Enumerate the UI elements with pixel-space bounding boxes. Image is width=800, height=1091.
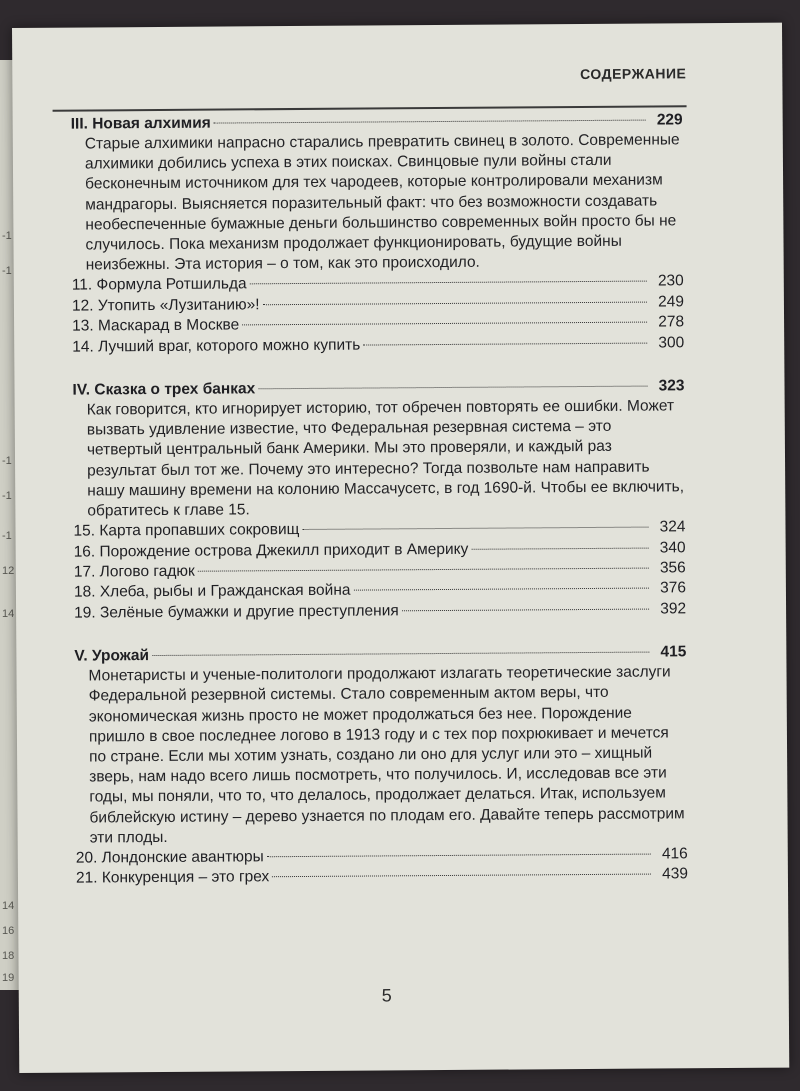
dot-leader — [471, 547, 648, 549]
dot-leader — [258, 386, 647, 390]
part-description: Старые алхимики напрасно старались превратить свинец в золото. Современные алхимики добились успеха в этих поисках. Свинцовые пули войны стали бесконечным источником для тех чародеев, которые контролировали механизм мандрагоры. Выясняется поразительный факт: что без возможности создавать необеспеченные бумажные деньги большинство современных войн просто бы не случилось. Пока механизм продолжает функционировать, будущие войны неизбежны. Эта история – о том, как это происходило. — [84, 131, 680, 274]
left-page-number: 14 — [2, 900, 15, 912]
chapter-title: 20. Лондонские авантюры — [75, 848, 264, 867]
chapter-title: 15. Карта пропавших сокровищ — [73, 521, 300, 540]
part-page: 229 — [656, 111, 683, 129]
left-page-number: 18 — [2, 950, 15, 962]
chapter-page: 300 — [658, 333, 685, 352]
part-title: V. Урожай — [74, 647, 150, 665]
part-page: 415 — [660, 643, 687, 661]
dot-leader — [272, 874, 651, 878]
toc-content — [71, 109, 688, 889]
chapter-title: 18. Хлеба, рыбы и Гражданская война — [73, 582, 351, 601]
left-page-number: 19 — [2, 972, 15, 984]
chapter-page: 439 — [661, 865, 688, 883]
chapter-title: 11. Формула Ротшильда — [71, 275, 247, 295]
dot-leader — [402, 608, 649, 611]
left-page-number: -1 — [2, 455, 12, 467]
chapter-page: 340 — [659, 538, 686, 557]
chapter-title: 21. Конкуренция – это грех — [75, 868, 270, 887]
chapter-title: 16. Порождение острова Джекилл приходит в Америку — [73, 540, 469, 561]
chapter-title: 13. Маскарад в Москве — [72, 316, 240, 335]
dot-leader — [198, 568, 649, 572]
dot-leader — [250, 281, 647, 285]
left-page-number: 16 — [2, 925, 15, 937]
chapter-page: 376 — [659, 579, 686, 597]
dot-leader — [242, 322, 647, 326]
dot-leader — [353, 588, 648, 591]
left-page-number: -1 — [2, 490, 12, 502]
dot-leader — [263, 301, 647, 305]
page-number: 5 — [381, 985, 392, 1006]
left-page-number: 12 — [2, 565, 15, 577]
part-description: Как говорится, кто игнорирует историю, тот обречен повторять ее ошибки. Может вызвать удивление известие, что Федеральная резервная система – это четвертый центральный банк Америки. Мы это проверяли, и каждый раз результат был тот же. Почему это интересно? Тогда позвольте нам направить нашу машину времени на колонию Массачусетс, в год 1690-й. Чтобы ее включить, обратитесь к главе 15. — [86, 397, 685, 520]
dot-leader — [152, 652, 649, 656]
chapter-title: 12. Утопить «Лузитанию»! — [71, 296, 260, 315]
left-page-number: -1 — [2, 230, 12, 242]
chapter-page: 356 — [659, 559, 686, 577]
left-page-number: -1 — [2, 530, 12, 542]
chapter-title: 17. Логово гадюк — [73, 562, 195, 581]
part-page: 323 — [658, 377, 685, 395]
chapter-title: 14. Лучший враг, которого можно купить — [72, 336, 361, 356]
chapter-page: 416 — [661, 845, 688, 863]
book-page — [12, 23, 789, 1073]
dot-leader — [302, 527, 648, 530]
dot-leader — [214, 120, 646, 124]
chapter-title: 19. Зелёные бумажки и другие преступления — [74, 602, 399, 622]
chapter-page: 324 — [659, 518, 686, 536]
chapter-page: 278 — [658, 313, 685, 331]
chapter-page: 392 — [660, 600, 687, 618]
part-title: III. Новая алхимия — [70, 114, 211, 133]
chapter-page: 230 — [657, 272, 684, 290]
part-description: Монетаристы и ученые-политологи продолжают излагать теоретические заслуги Федеральной резервной системы. Стало современным актом веры, что экономическая жизнь просто не может продолжаться без нее. Порождение пришло в свое последнее логово в 1913 году и с тех пор похрюкивает и мечется по стране. Если мы хотим узнать, создано ли оно для услуг или это – хищный зверь, нам надо всего лишь посмотреть, что получилось. И, исследовав все эти годы, мы поняли, что то, что делалось, продолжает делаться. Итак, используем библейскую истину – дерево узнается по плодам его. Давайте теперь рассмотрим эти плоды. — [88, 663, 685, 847]
part-title: IV. Сказка о трех банках — [72, 380, 256, 399]
left-page-number: -1 — [2, 265, 12, 277]
chapter-page: 249 — [657, 293, 684, 311]
chapter-entry — [76, 865, 688, 890]
dot-leader — [363, 342, 647, 345]
left-page-number: 14 — [2, 608, 15, 620]
dot-leader — [267, 854, 651, 858]
running-header: СОДЕРЖАНИЕ — [580, 65, 687, 83]
